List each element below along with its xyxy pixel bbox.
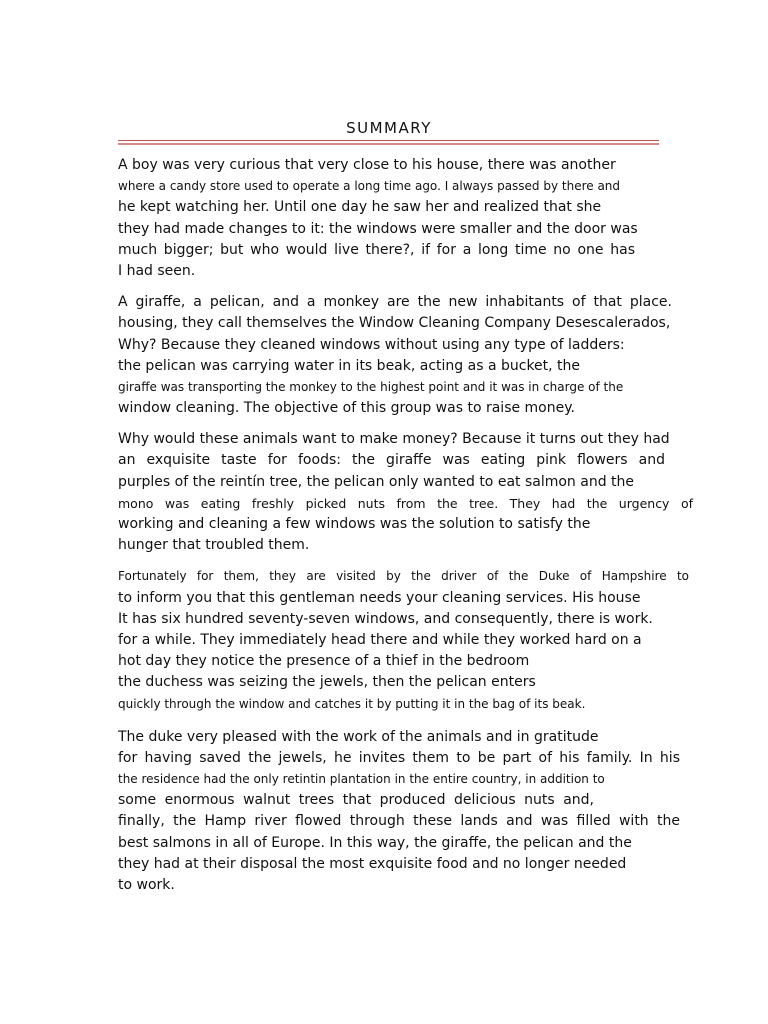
text-line: where a candy store used to operate a long time ago. I always passed by there and [118, 179, 621, 194]
text-line: to work. [118, 877, 175, 893]
text-line: much bigger; but who would live there?, if for a long time no one has [118, 241, 635, 258]
text-line: mono was eating freshly picked nuts from the tree. They had the urgency of [118, 495, 693, 511]
text-line: to inform you that this gentleman needs your cleaning services. His house [118, 589, 641, 606]
text-line: I had seen. [118, 262, 196, 279]
text-line: The duke very pleased with the work of the animals and in gratitude [118, 728, 599, 745]
page-title: SUMMARY [346, 119, 432, 137]
title-underline [118, 140, 659, 141]
text-line: Why? Because they cleaned windows without using any type of ladders: [118, 336, 625, 353]
text-line: the residence had the only retintin plantation in the entire country, in addition to [118, 772, 605, 787]
text-line: the duchess was seizing the jewels, then the pelican enters [118, 674, 536, 691]
summary-body [118, 155, 693, 906]
text-line: they had at their disposal the most exquisite food and no longer needed [118, 855, 627, 872]
text-line: an exquisite taste for foods: the giraffe was eating pink flowers and [118, 452, 665, 469]
text-line: they had made changes to it: the windows were smaller and the door was [118, 220, 638, 237]
text-line: window cleaning. The objective of this group was to raise money. [118, 400, 575, 417]
text-line: for having saved the jewels, he invites them to be part of his family. In his [118, 749, 680, 766]
text-line: It has six hundred seventy-seven windows, and consequently, there is work. [118, 610, 653, 627]
text-line: quickly through the window and catches it by putting it in the bag of its beak. [118, 696, 586, 711]
text-line: A boy was very curious that very close to his house, there was another [118, 157, 616, 173]
text-line: Why would these animals want to make money? Because it turns out they had [118, 431, 670, 448]
text-line: finally, the Hamp river flowed through these lands and was filled with the [118, 813, 680, 830]
text-line: best salmons in all of Europe. In this way, the giraffe, the pelican and the [118, 834, 632, 851]
paragraph-1 [118, 155, 693, 282]
paragraph-3 [118, 429, 693, 556]
text-line: hot day they notice the presence of a thief in the bedroom [118, 653, 530, 670]
text-line: purples of the reintín tree, the pelican only wanted to eat salmon and the [118, 473, 635, 490]
text-line: Fortunately for them, they are visited by the driver of the Duke of Hampshire to [118, 569, 689, 584]
text-line: he kept watching her. Until one day he saw her and realized that she [118, 199, 602, 216]
text-line: for a while. They immediately head there and while they worked hard on a [118, 631, 642, 648]
text-line: giraffe was transporting the monkey to the highest point and it was in charge of the [118, 379, 624, 394]
text-line: A giraffe, a pelican, and a monkey are the new inhabitants of that place. [118, 294, 672, 311]
text-line: working and cleaning a few windows was the solution to satisfy the [118, 516, 591, 532]
title-underline-shadow [118, 143, 659, 145]
paragraph-5 [118, 727, 693, 897]
text-line: hunger that troubled them. [118, 537, 310, 554]
text-line: the pelican was carrying water in its beak, acting as a bucket, the [118, 357, 581, 374]
paragraph-2 [118, 292, 693, 419]
text-line: some enormous walnut trees that produced delicious nuts and, [118, 792, 594, 809]
text-line: housing, they call themselves the Window Cleaning Company Desescalerados, [118, 315, 671, 332]
paragraph-4 [118, 566, 693, 714]
